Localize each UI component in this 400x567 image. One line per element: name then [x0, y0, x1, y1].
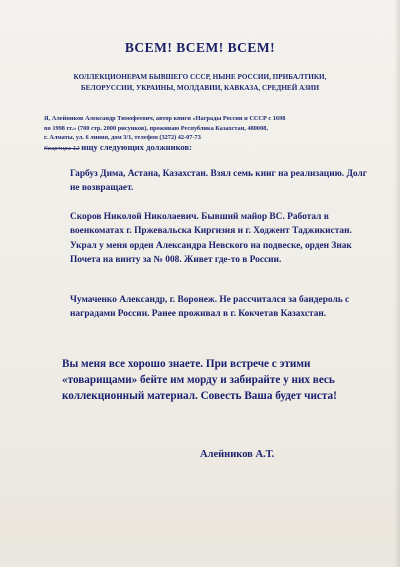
debtor-paragraph: Гарбуз Дима, Астана, Казахстан. Взял семь книг на реализацию. Долг не возвращает.: [70, 169, 367, 194]
debtor-paragraph: Скоров Николой Николаевич. Бывший майор ВС. Работал в военкоматах г. Пржевальска Киргизия и г. Ходжент Таджикистан. Украл у меня орден Александра Невского на подвеске, орден Знак Почета на винту за № 008. Живет где-то в России.: [70, 212, 352, 266]
document-title: ВСЕМ! ВСЕМ! ВСЕМ!: [124, 40, 276, 55]
intro-line: Я, Алейников Александр Тимофеевич, автор книги «Награды России и СССР с 1698: [44, 115, 286, 122]
addressee-block: [30, 72, 370, 94]
paper-edge-shadow: [394, 0, 400, 567]
intro-line: по 1998 гг.» (700 стр. 2000 рисунков), проживаю Республика Казахстан, 480008,: [44, 124, 268, 132]
intro-line: г. Алматы, ул. 6 линия, дом 3/1, телефон (3272) 42-07-73: [44, 134, 201, 142]
appeal-paragraph: Вы меня все хорошо знаете. При встрече с этими «товарищами» бейте им морду и забирайте у них весь коллекционный материал. Совесть Ваша будет чиста!: [62, 358, 337, 403]
intro-line: ищу следующих должников:: [81, 141, 193, 152]
addressee-line: КОЛЛЕКЦИОНЕРАМ БЫВШЕГО СССР, НЫНЕ РОССИИ, ПРИБАЛТИКИ,: [73, 73, 327, 81]
signature: Алейников А.Т.: [200, 449, 275, 460]
debtor-paragraph: Чумаченко Александр, г. Воронеж. Не рассчитался за бандероль с наградами России. Ранее проживал в г. Кокчетав Казахстан.: [70, 295, 350, 320]
author-intro: [44, 114, 364, 154]
addressee-line: БЕЛОРУССИИ, УКРАИНЫ, МОЛДАВИИ, КАВКАЗА, СРЕДНЕЙ АЗИИ: [80, 84, 320, 92]
handwritten-note: Квартира 12: [44, 145, 80, 152]
